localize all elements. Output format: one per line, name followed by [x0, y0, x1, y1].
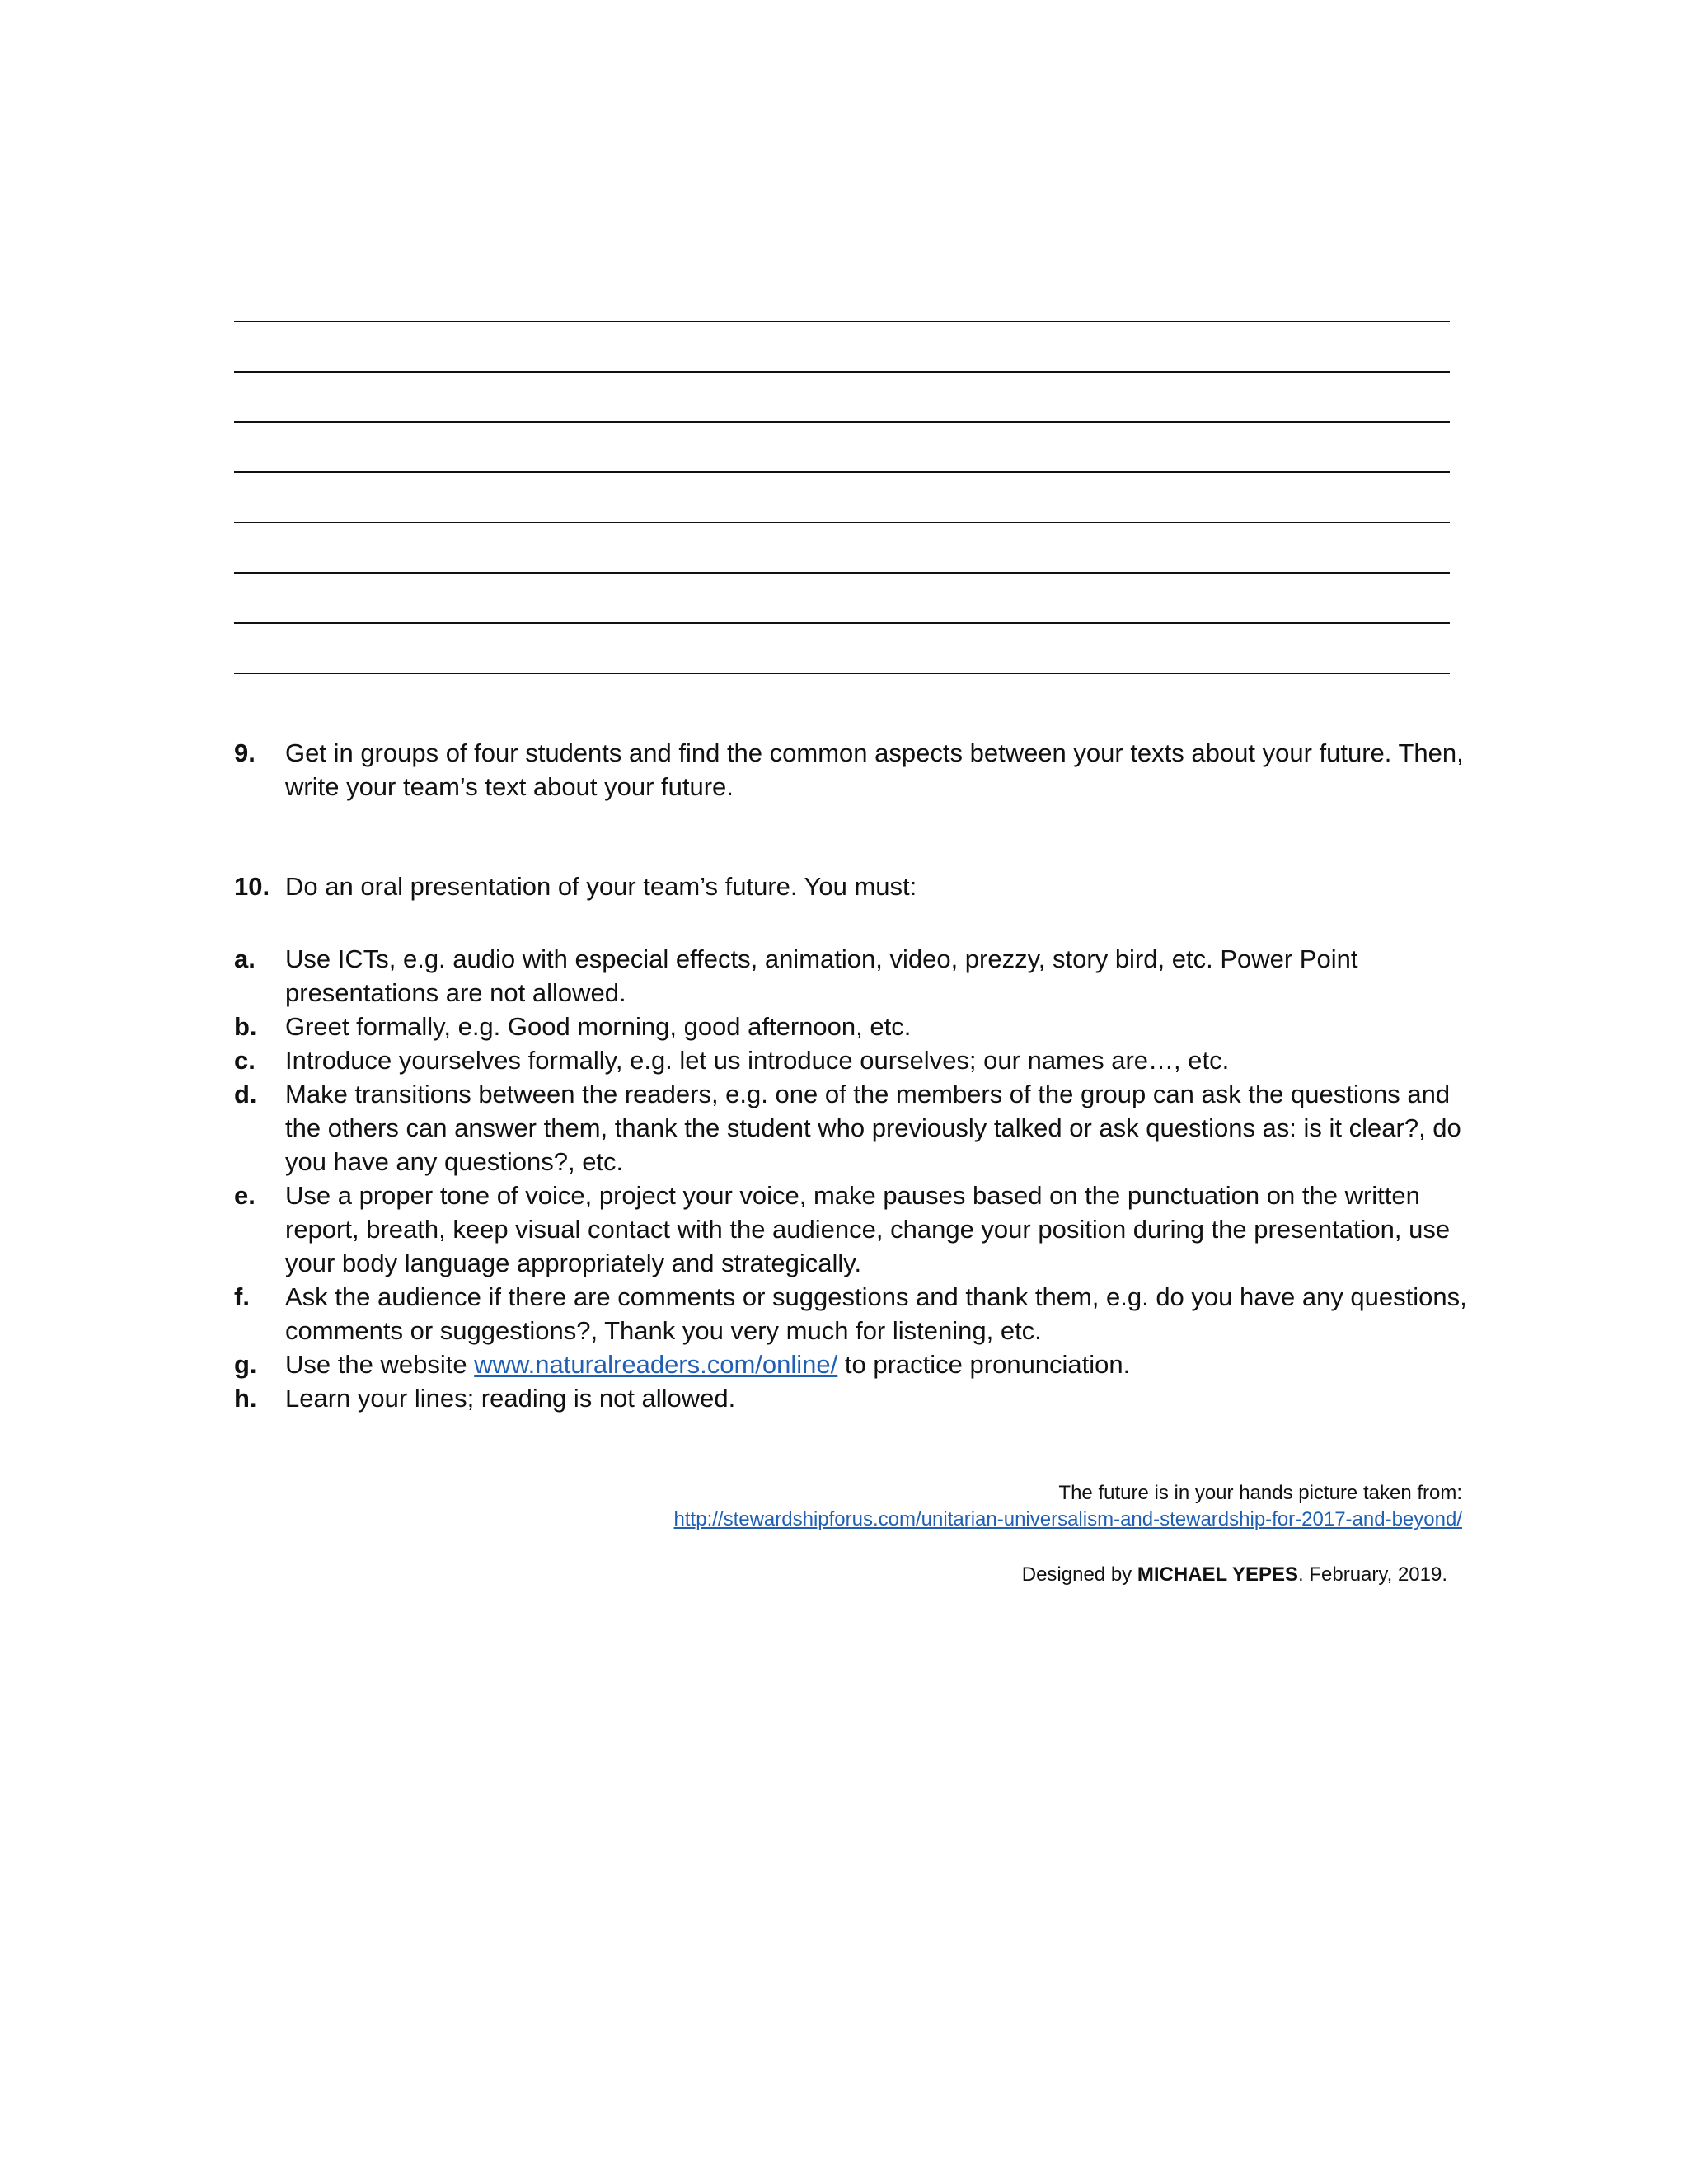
item-letter: g. — [234, 1350, 257, 1379]
item-text: Learn your lines; reading is not allowed. — [285, 1384, 736, 1413]
writing-line[interactable] — [234, 322, 1450, 373]
list-item — [234, 1347, 1479, 1381]
image-credits — [674, 1480, 1462, 1533]
designed-prefix: Designed by — [1021, 1563, 1137, 1586]
designed-date: . February, 2019. — [1298, 1563, 1447, 1586]
item-letter: c. — [234, 1046, 256, 1075]
naturalreaders-link[interactable]: www.naturalreaders.com/online/ — [474, 1350, 838, 1379]
writing-line[interactable] — [234, 473, 1450, 523]
list-item — [234, 1179, 1479, 1280]
item-text: Use ICTs, e.g. audio with especial effects, animation, video, prezzy, story bird, etc. Power Point presentations are not allowed. — [285, 944, 1358, 1007]
item-text-after-link: to practice pronunciation. — [837, 1350, 1131, 1379]
list-item — [234, 1077, 1479, 1179]
writing-line[interactable] — [234, 523, 1450, 574]
item-text-before-link: Use the website — [285, 1350, 475, 1379]
author-name: MICHAEL YEPES — [1137, 1563, 1299, 1586]
list-item — [234, 1043, 1479, 1077]
question-number: 10. — [234, 872, 270, 901]
credits-source-link[interactable]: http://stewardshipforus.com/unitarian-universalism-and-stewardship-for-2017-and-beyond/ — [673, 1508, 1462, 1530]
item-text: Make transitions between the readers, e.g. one of the members of the group can ask the questions and the others can answer them, thank the student who previously talked or ask questions as: is it clear?, do you have any questions?, etc. — [285, 1080, 1461, 1176]
question-text: Get in groups of four students and find the common aspects between your texts about your future. Then, write your team’s text about your future. — [285, 738, 1464, 801]
presentation-requirements-list — [234, 942, 1479, 1415]
list-item — [234, 1280, 1479, 1347]
item-text: Use a proper tone of voice, project your voice, make pauses based on the punctuation on the written report, breath, keep visual contact with the audience, change your position during the presentation, use your body language appropriately and strategically. — [285, 1181, 1451, 1277]
item-letter: d. — [234, 1080, 257, 1108]
credits-caption: The future is in your hands picture taken from: — [1058, 1482, 1462, 1504]
question-number: 9. — [234, 738, 256, 767]
designed-by — [1022, 1562, 1447, 1588]
item-letter: h. — [234, 1384, 257, 1413]
item-letter: f. — [234, 1282, 250, 1311]
item-letter: b. — [234, 1012, 257, 1041]
item-letter: e. — [234, 1181, 256, 1210]
item-text: Introduce yourselves formally, e.g. let us introduce ourselves; our names are…, etc. — [285, 1046, 1230, 1075]
writing-line[interactable] — [234, 624, 1450, 674]
writing-line[interactable] — [234, 423, 1450, 473]
item-text: Ask the audience if there are comments or suggestions and thank them, e.g. do you have any questions, comments or suggestions?, Thank you very much for listening, etc. — [285, 1282, 1467, 1345]
item-letter: a. — [234, 944, 256, 973]
list-item — [234, 1381, 1479, 1415]
writing-line[interactable] — [234, 373, 1450, 423]
answer-writing-lines — [234, 272, 1450, 674]
question-text: Do an oral presentation of your team’s future. You must: — [285, 872, 917, 901]
list-item — [234, 1010, 1479, 1043]
item-text: Greet formally, e.g. Good morning, good afternoon, etc. — [285, 1012, 912, 1041]
writing-line[interactable] — [234, 272, 1450, 322]
list-item — [234, 942, 1479, 1010]
writing-line[interactable] — [234, 574, 1450, 624]
